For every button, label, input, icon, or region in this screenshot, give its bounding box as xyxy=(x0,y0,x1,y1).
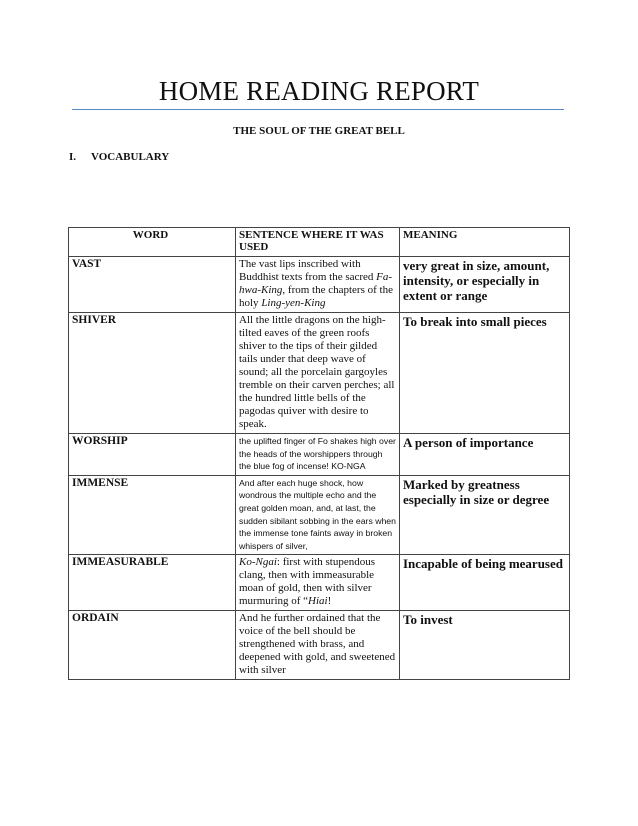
vocab-meaning: Marked by greatness especially in size or degree xyxy=(400,475,570,555)
vocab-sentence xyxy=(236,555,400,611)
sentence-segment: the uplifted finger of Fo shakes high over the heads of the worshippers through the blue fog of incense! KO-NGA xyxy=(239,436,396,472)
vocab-word: ORDAIN xyxy=(69,611,236,680)
vocab-word: SHIVER xyxy=(69,313,236,434)
vocab-sentence xyxy=(236,475,400,555)
title-divider xyxy=(72,109,564,110)
vocab-word: IMMENSE xyxy=(69,475,236,555)
sentence-segment: Hiai xyxy=(308,595,328,608)
section-number: I. xyxy=(69,151,77,163)
vocab-sentence xyxy=(236,611,400,680)
table-row xyxy=(69,257,570,313)
vocab-meaning: To break into small pieces xyxy=(400,313,570,434)
sentence-segment: ! xyxy=(327,595,332,608)
vocab-word: IMMEASURABLE xyxy=(69,555,236,611)
section-heading xyxy=(69,151,169,163)
sentence-segment: All the little dragons on the high-tilted eaves of the green roofs shiver to the tips of their gilded tails under that deep wave of sound; all the porcelain gargoyles tremble on their carven perches; all the hundred little bells of the pagodas quiver with desire to speak. xyxy=(239,314,395,430)
table-row xyxy=(69,611,570,680)
sentence-segment: Ling-yen-King xyxy=(261,297,326,309)
page-title: HOME READING REPORT xyxy=(158,76,480,106)
vocab-meaning: A person of importance xyxy=(400,434,570,476)
vocab-sentence xyxy=(236,257,400,313)
sentence-segment: The vast lips inscribed with Buddhist texts from the sacred xyxy=(239,258,377,283)
story-title: THE SOUL OF THE GREAT BELL xyxy=(233,125,405,137)
sentence-segment: Fa-hwa-King xyxy=(239,271,393,296)
sentence-segment: And after each huge shock, how wondrous the multiple echo and the great golden moan, and, at last, the sudden sibilant sobbing in the ears when the immense tone faints away in broken whispers of silver, xyxy=(239,477,396,551)
vocab-meaning: very great in size, amount, intensity, or especially in extent or range xyxy=(400,257,570,313)
header-sentence: SENTENCE WHERE IT WAS USED xyxy=(236,228,400,257)
table-row xyxy=(69,475,570,555)
sentence-segment: , from the chapters of the holy xyxy=(239,284,393,309)
table-row xyxy=(69,313,570,434)
vocab-sentence xyxy=(236,313,400,434)
vocab-sentence xyxy=(236,434,400,476)
section-label: VOCABULARY xyxy=(91,151,170,163)
vocabulary-table xyxy=(68,227,570,680)
header-word: WORD xyxy=(69,228,236,257)
table-row xyxy=(69,555,570,611)
sentence-segment: And he further ordained that the voice of the bell should be strengthened with brass, and deepened with gold, and sweetened with silver xyxy=(239,612,396,677)
sentence-segment: : first with stupendous clang, then with immeasurable moan of gold, then with silver murmuring of “ xyxy=(239,556,375,608)
header-meaning: MEANING xyxy=(400,228,570,257)
vocab-meaning: To invest xyxy=(400,611,570,680)
vocab-word: WORSHIP xyxy=(69,434,236,476)
sentence-segment: Ko-Ngai xyxy=(239,556,277,569)
table-header-row xyxy=(69,228,570,257)
table-row xyxy=(69,434,570,476)
vocab-word: VAST xyxy=(69,257,236,313)
vocab-meaning: Incapable of being mearused xyxy=(400,555,570,611)
